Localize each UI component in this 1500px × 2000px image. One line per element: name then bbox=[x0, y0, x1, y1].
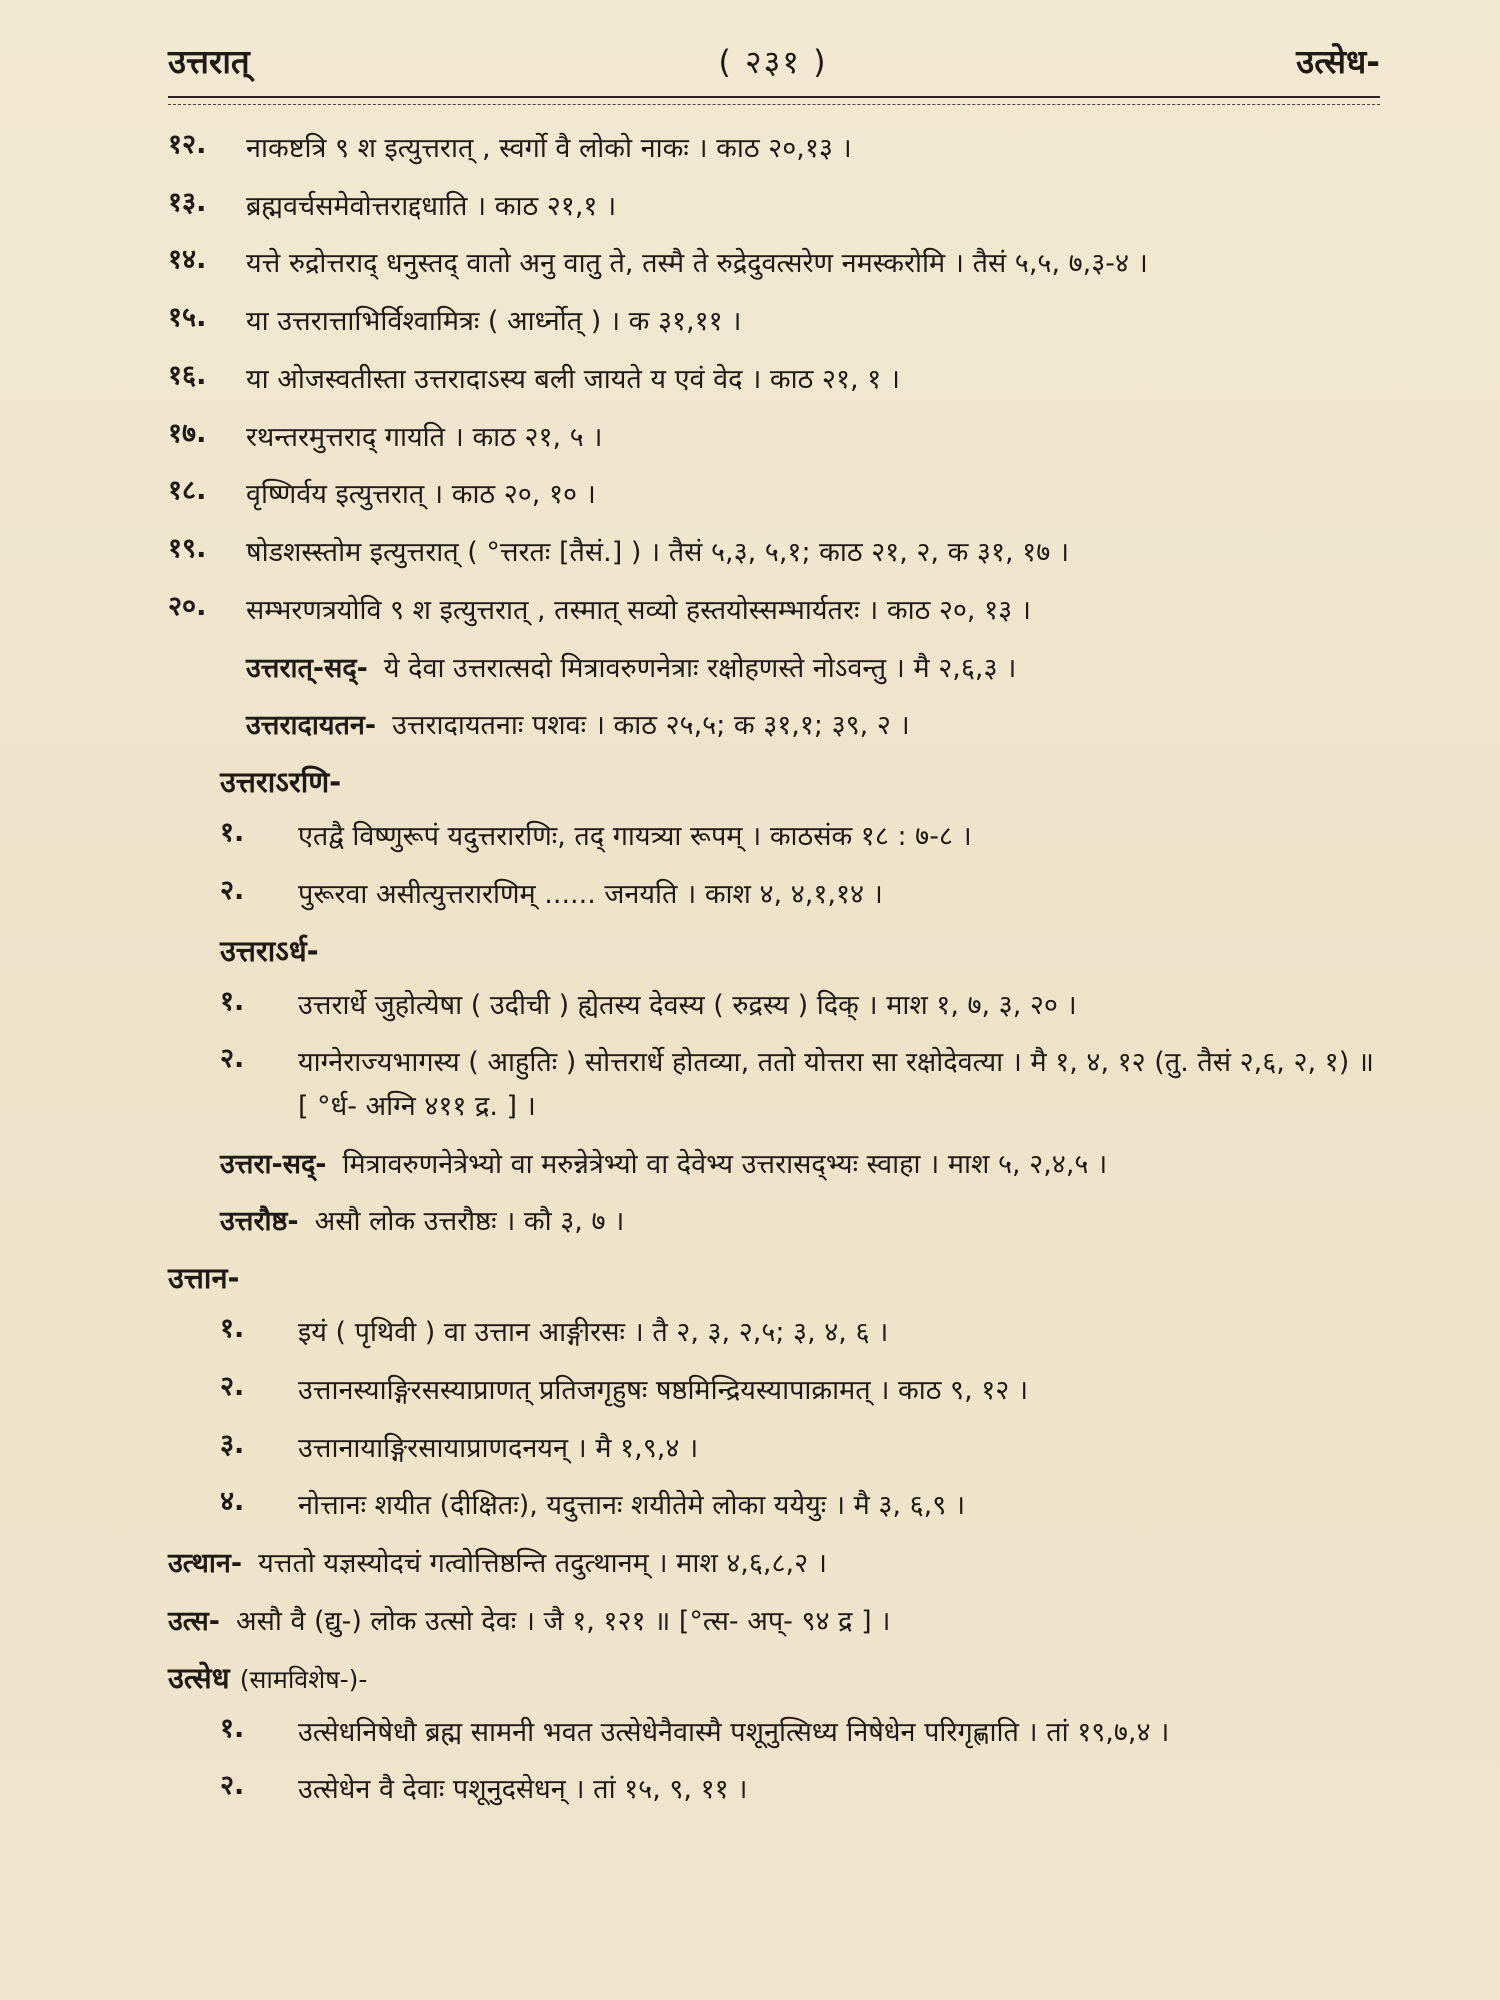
sub-entry-text: असौ लोक उत्तरौष्ठः । कौ ३, ७ । bbox=[314, 1206, 625, 1238]
entry-number: १६. bbox=[168, 359, 207, 391]
entry-text: सम्भरणत्रयोवि ९ श इत्युत्तरात् , तस्मात् सव्यो हस्तयोस्सम्भार्यतरः । काठ २०, १३ । bbox=[246, 594, 1031, 626]
entry-text: षोडशस्स्तोम इत्युत्तरात् ( °त्तरतः [तैसं.] ) । तैसं ५,३, ५,१; काठ २१, २, क ३१, १७ । bbox=[246, 537, 1070, 569]
entry-text: एतद्वै विष्णुरूपं यदुत्तरारणिः, तद् गायत्र्या रूपम् । काठसंक १८ : ७-८ । bbox=[298, 821, 972, 853]
sub-headword: उत्तरा-सद्- bbox=[220, 1148, 327, 1180]
entry-number: १८. bbox=[168, 475, 207, 507]
list-item bbox=[220, 1711, 1380, 1755]
entry-number: १५. bbox=[168, 302, 207, 334]
sub-entry bbox=[168, 1600, 1380, 1644]
list-item bbox=[168, 589, 1380, 633]
entry-text: इयं ( पृथिवी ) वा उत्तान आङ्गीरसः । तै २, ३, २,५; ३, ४, ६ । bbox=[298, 1317, 889, 1349]
list-item bbox=[220, 1427, 1380, 1471]
entry-number: १. bbox=[220, 985, 245, 1017]
page-number: ( २३१ ) bbox=[718, 43, 828, 81]
section-heading-text: उत्सेध bbox=[168, 1660, 230, 1695]
entry-text: याग्नेराज्यभागस्य ( आहुतिः ) सोत्तरार्धे होतव्या, ततो योत्तरा सा रक्षोदेवत्या । मै १, ४, १२ (तु. तैसं २,६, २, १) ॥ [ °र्ध- अग्नि ४११ द्र. ] । bbox=[298, 1047, 1374, 1123]
entry-number: १२. bbox=[168, 129, 207, 160]
sub-entry bbox=[246, 704, 1380, 748]
list-item bbox=[220, 1484, 1380, 1528]
list-item bbox=[220, 815, 1380, 859]
sub-entry-text: मित्रावरुणनेत्रेभ्यो वा मरुन्नेत्रेभ्यो वा देवेभ्य उत्तरासद्भ्यः स्वाहा । माश ५, २,४,५ । bbox=[342, 1148, 1108, 1180]
entry-text: या ओजस्वतीस्ता उत्तरादाऽस्य बली जायते य एवं वेद । काठ २१, १ । bbox=[246, 363, 901, 395]
list-item bbox=[220, 1768, 1380, 1812]
entry-number: २. bbox=[220, 874, 245, 906]
sub-entry bbox=[220, 1200, 1380, 1244]
entry-text: ब्रह्मवर्चसमेवोत्तराद्दधाति । काठ २१,१ । bbox=[246, 190, 617, 222]
list-item bbox=[168, 185, 1380, 229]
list-item bbox=[168, 242, 1380, 286]
entry-text: उत्तानस्याङ्गिरसस्याप्राणत् प्रतिजगृहुषः षष्ठमिन्द्रियस्यापाक्रामत् । काठ ९, १२ । bbox=[298, 1374, 1029, 1406]
entry-number: ३. bbox=[220, 1428, 245, 1460]
section-heading bbox=[168, 1658, 1380, 1697]
entry-number: १४. bbox=[168, 244, 207, 276]
sub-headword: उत्तरादायतन- bbox=[246, 710, 377, 742]
entry-number: १. bbox=[220, 1712, 245, 1744]
entry-number: २. bbox=[220, 1770, 245, 1802]
entry-text: उत्तानायाङ्गिरसायाप्राणदनयन् । मै १,९,४ । bbox=[298, 1432, 699, 1464]
entry-text: वृष्णिर्वय इत्युत्तरात् । काठ २०, १० । bbox=[246, 479, 596, 511]
list-item bbox=[220, 1369, 1380, 1413]
list-item bbox=[168, 300, 1380, 344]
sub-entry bbox=[220, 1143, 1380, 1187]
list-item bbox=[168, 127, 1380, 171]
sub-headword: उत्तरौष्ठ- bbox=[220, 1206, 299, 1238]
list-item bbox=[168, 531, 1380, 575]
entry-text: नोत्तानः शयीत (दीक्षितः), यदुत्तानः शयीतेमे लोका ययेयुः । मै ३, ६,९ । bbox=[298, 1490, 966, 1522]
sub-entry bbox=[168, 1542, 1380, 1586]
entry-text: या उत्तरात्ताभिर्विश्वामित्रः ( आर्ध्नोत् ) । क ३१,११ । bbox=[246, 306, 742, 338]
list-item bbox=[220, 1311, 1380, 1355]
section-heading: उत्तराऽरणि- bbox=[220, 765, 342, 800]
entry-text: उत्सेधनिषेधौ ब्रह्म सामनी भवत उत्सेधेनैवास्मै पशूनुत्सिध्य निषेधेन परिगृह्णाति । तां १९,७,४ । bbox=[298, 1716, 1170, 1748]
entry-number: २. bbox=[220, 1370, 245, 1402]
entry-number: २. bbox=[220, 1043, 245, 1075]
section-heading: उत्तराऽर्ध- bbox=[220, 933, 319, 968]
list-item bbox=[220, 873, 1380, 917]
sub-entry-text: असौ वै (द्यु-) लोक उत्सो देवः । जै १, १२१ ॥ [°त्स- अप्- ९४ द्र ] । bbox=[235, 1605, 891, 1637]
entry-number: १७. bbox=[168, 417, 207, 449]
header-left-headword: उत्तरात् bbox=[168, 42, 250, 81]
entry-number: ४. bbox=[220, 1486, 245, 1518]
section-heading: उत्तान- bbox=[168, 1261, 240, 1296]
entry-text: रथन्तरमुत्तराद् गायति । काठ २१, ५ । bbox=[246, 421, 603, 453]
entry-number: १. bbox=[220, 1313, 245, 1345]
sub-entry-text: ये देवा उत्तरात्सदो मित्रावरुणनेत्राः रक्षोहणस्ते नोऽवन्तु । मै २,६,३ । bbox=[383, 652, 1017, 684]
sub-headword: उत्थान- bbox=[168, 1548, 243, 1580]
page-header bbox=[168, 38, 1380, 92]
list-item bbox=[168, 416, 1380, 460]
entry-text: नाकष्टत्रि ९ श इत्युत्तरात् , स्वर्गो वै लोको नाकः । काठ २०,१३ । bbox=[246, 133, 852, 164]
entry-number: १. bbox=[220, 817, 245, 849]
sub-entry-text: उत्तरादायतनाः पशवः । काठ २५,५; क ३१,१; ३९, २ । bbox=[392, 710, 910, 742]
sub-entry-text: यत्ततो यज्ञस्योदचं गत्वोत्तिष्ठन्ति तदुत्थानम् । माश ४,६,८,२ । bbox=[258, 1548, 827, 1580]
entry-number: १९. bbox=[168, 533, 207, 565]
list-item bbox=[168, 473, 1380, 517]
section-heading-note: (सामविशेष-)- bbox=[239, 1664, 368, 1694]
entry-number: २०. bbox=[168, 590, 207, 622]
list-item bbox=[220, 984, 1380, 1028]
header-right-headword: उत्सेध- bbox=[1296, 42, 1380, 81]
sub-headword: उत्तरात्-सद्- bbox=[246, 652, 368, 684]
entry-text: पुरूरवा असीत्युत्तरारणिम् ...... जनयति । काश ४, ४,१,१४ । bbox=[298, 878, 883, 910]
entry-text: उत्तरार्धे जुहोत्येषा ( उदीची ) ह्येतस्य देवस्य ( रुद्रस्य ) दिक् । माश १, ७, ३, २० । bbox=[298, 989, 1077, 1021]
entry-number: १३. bbox=[168, 186, 207, 218]
entry-text: यत्ते रुद्रोत्तराद् धनुस्तद् वातो अनु वातु ते, तस्मै ते रुद्रेदुवत्सरेण नमस्करोमि । तैसं ५,५, ७,३-४ । bbox=[246, 248, 1148, 280]
list-item bbox=[168, 358, 1380, 402]
entry-text: उत्सेधेन वै देवाः पशूनुदसेधन् । तां १५, ९, ११ । bbox=[298, 1774, 748, 1806]
header-rule bbox=[168, 96, 1380, 105]
list-item bbox=[220, 1041, 1380, 1128]
sub-headword: उत्स- bbox=[168, 1605, 220, 1637]
sub-entry bbox=[246, 647, 1380, 691]
